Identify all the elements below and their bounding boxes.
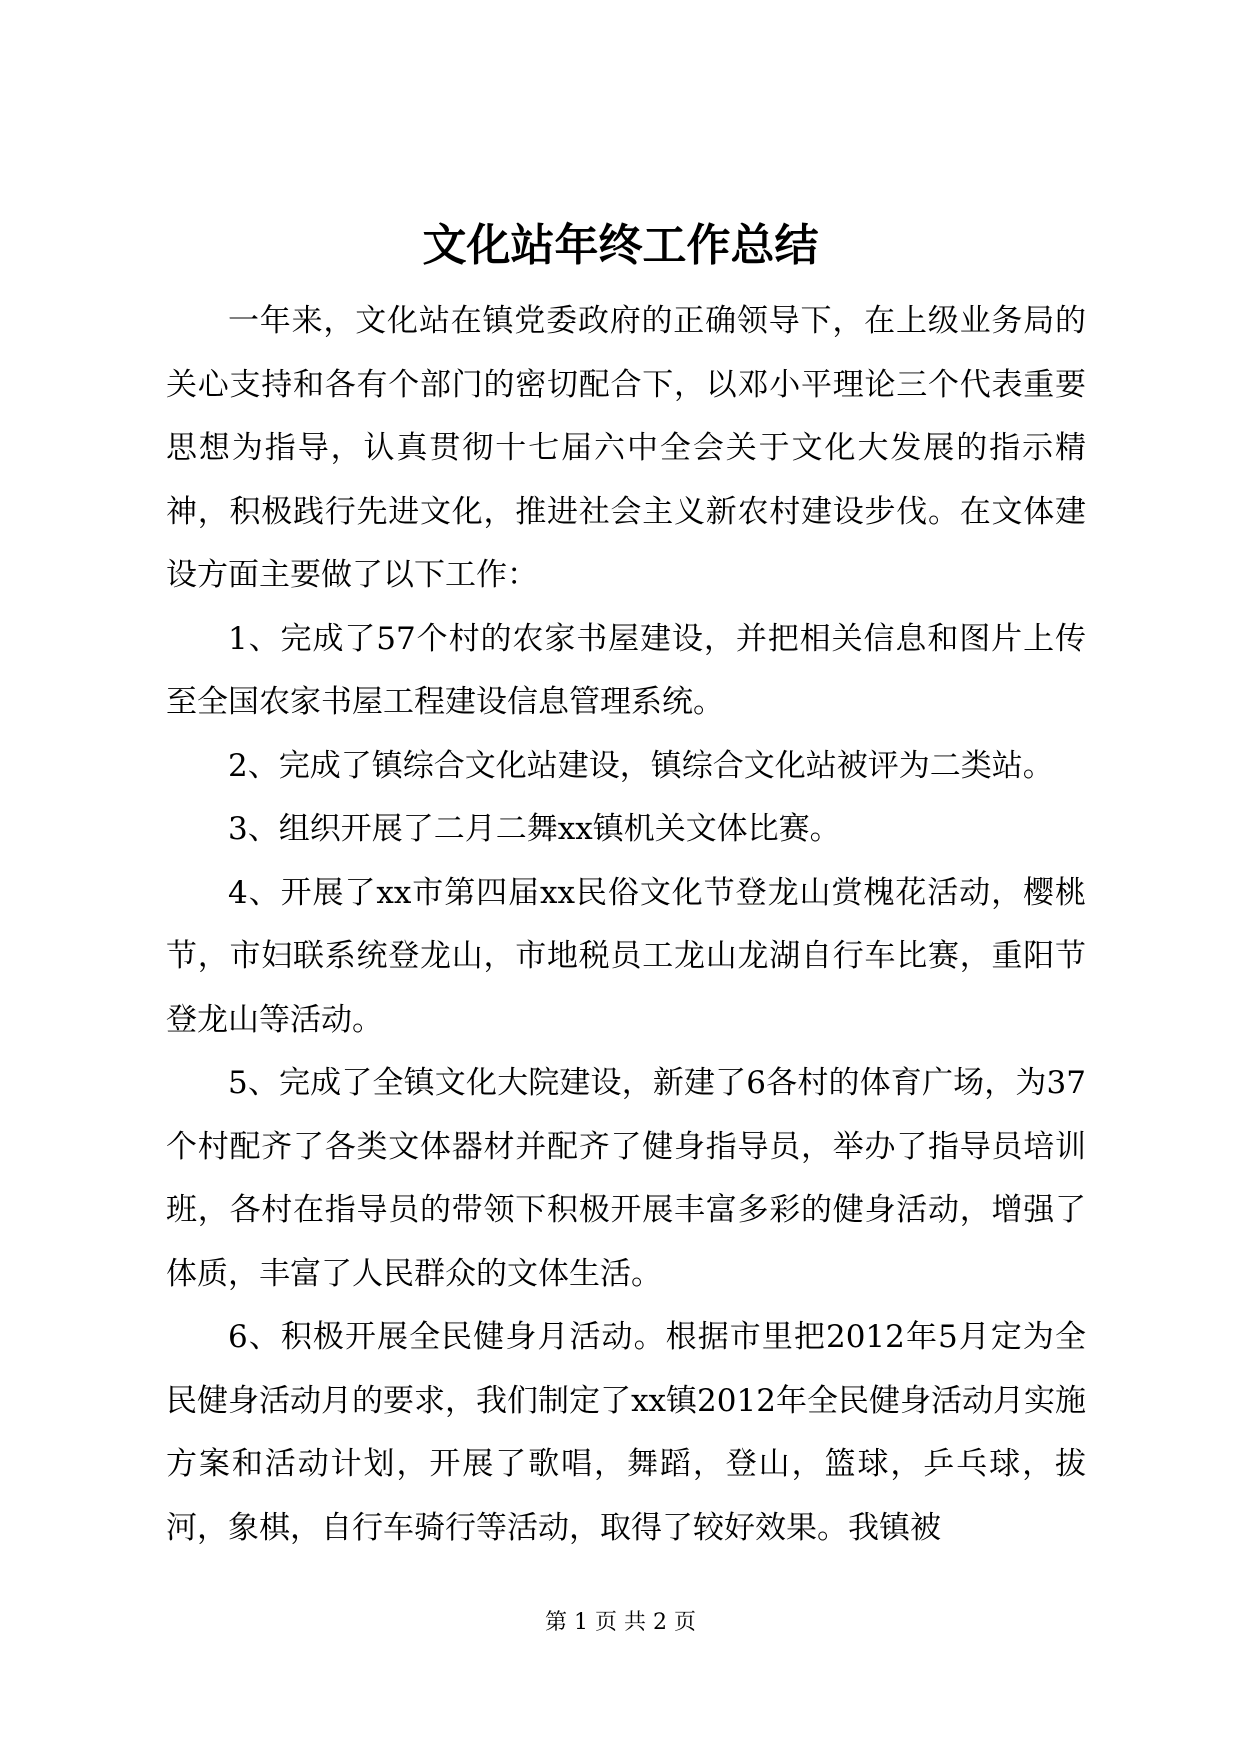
paragraph-item-3: 3、组织开展了二月二舞xx镇机关文体比赛。 (228, 811, 841, 847)
paragraph-item-2: 2、完成了镇综合文化站建设，镇综合文化站被评为二类站。 (228, 747, 1054, 784)
page-footer: 第 1 页 共 2 页 (545, 1610, 696, 1635)
paragraph-item-5: 5、完成了全镇文化大院建设，新建了6各村的体育广场，为37个村配齐了各类文体器材并配齐了健身指导员，举办了指导员培训班，各村在指导员的带领下积极开展丰富多彩的健身活动，增强了体质，丰富了人民群众的文体生活。 (166, 1065, 1086, 1292)
paragraph-intro: 一年来，文化站在镇党委政府的正确领导下，在上级业务局的关心支持和各有个部门的密切配合下，以邓小平理论三个代表重要思想为指导，认真贯彻十七届六中全会关于文化大发展的指示精神，积极践行先进文化，推进社会主义新农村建设步伐。在文体建设方面主要做了以下工作： (166, 303, 1086, 593)
paragraph-item-6: 6、积极开展全民健身月活动。根据市里把2012年5月定为全民健身活动月的要求，我们制定了xx镇2012年全民健身活动月实施方案和活动计划，开展了歌唱，舞蹈，登山，篮球，乒乓球，拔河，象棋，自行车骑行等活动，取得了较好效果。我镇被 (166, 1319, 1086, 1546)
paragraph-item-1: 1、完成了57个村的农家书屋建设，并把相关信息和图片上传至全国农家书屋工程建设信息管理系统。 (166, 620, 1086, 720)
paragraph-item-4: 4、开展了xx市第四届xx民俗文化节登龙山赏槐花活动，樱桃节，市妇联系统登龙山，市地税员工龙山龙湖自行车比赛，重阳节登龙山等活动。 (166, 874, 1086, 1038)
document-title: 文化站年终工作总结 (422, 220, 819, 271)
document-body (166, 290, 1086, 1560)
